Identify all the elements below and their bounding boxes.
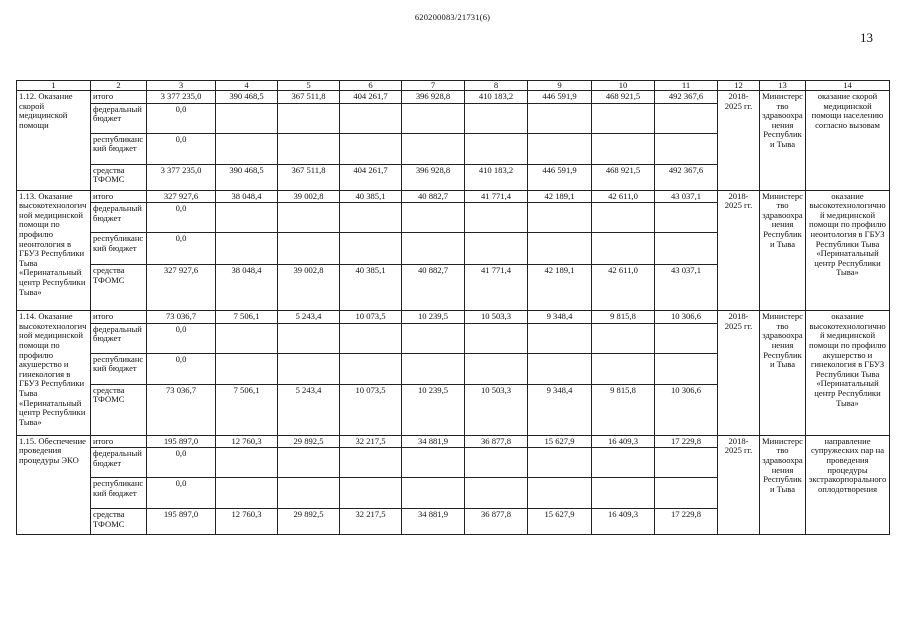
value-cell <box>528 448 592 478</box>
value-cell <box>655 133 718 164</box>
value-cell <box>278 103 340 133</box>
value-cell: 42 189,1 <box>528 190 592 203</box>
value-cell: 40 385,1 <box>340 265 402 311</box>
value-cell: 9 815,8 <box>592 311 655 324</box>
value-cell <box>465 233 528 265</box>
value-cell: 327 927,6 <box>147 265 216 311</box>
value-cell <box>528 233 592 265</box>
funding-source-cell: республиканский бюджет <box>91 133 147 164</box>
header-cell: 8 <box>465 81 528 91</box>
value-cell: 367 511,8 <box>278 164 340 190</box>
value-cell: 40 882,7 <box>402 190 465 203</box>
value-cell <box>278 448 340 478</box>
executor-cell: Министерство здравоохранения Республики Тыва <box>760 91 806 191</box>
measure-name-cell: 1.13. Оказание высокотехнологичной медицинской помощи по профилю неонтология в ГБУЗ Республики Тыва «Перинатальный центр Республики Тыва» <box>17 190 91 311</box>
value-cell: 3 377 235,0 <box>147 164 216 190</box>
value-cell: 10 073,5 <box>340 311 402 324</box>
value-cell <box>340 448 402 478</box>
funding-source-cell: итого <box>91 190 147 203</box>
header-cell: 14 <box>806 81 890 91</box>
funding-source-cell: средства ТФОМС <box>91 384 147 435</box>
value-cell <box>528 103 592 133</box>
value-cell: 39 002,8 <box>278 265 340 311</box>
value-cell: 7 506,1 <box>216 311 278 324</box>
value-cell: 3 377 235,0 <box>147 91 216 104</box>
value-cell: 0,0 <box>147 448 216 478</box>
measure-name-cell: 1.15. Обеспечение проведения процедуры ЭКО <box>17 435 91 535</box>
result-cell: оказание высокотехнологичной медицинской помощи по профилю акушерство и гинекология в ГБУЗ Республики Тыва «Перинатальный центр Республики Тыва» <box>806 311 890 436</box>
value-cell: 36 877,8 <box>465 435 528 448</box>
value-cell <box>592 353 655 384</box>
value-cell <box>465 133 528 164</box>
value-cell <box>465 203 528 233</box>
value-cell: 390 468,5 <box>216 91 278 104</box>
value-cell <box>592 323 655 353</box>
header-cell: 12 <box>718 81 760 91</box>
funding-source-cell: итого <box>91 311 147 324</box>
value-cell: 41 771,4 <box>465 190 528 203</box>
funding-source-cell: федеральный бюджет <box>91 323 147 353</box>
value-cell: 0,0 <box>147 103 216 133</box>
value-cell: 40 882,7 <box>402 265 465 311</box>
value-cell: 17 229,8 <box>655 509 718 535</box>
funding-source-cell: средства ТФОМС <box>91 509 147 535</box>
value-cell <box>655 203 718 233</box>
period-cell: 2018-2025 гг. <box>718 190 760 311</box>
value-cell: 10 306,6 <box>655 384 718 435</box>
value-cell: 16 409,3 <box>592 509 655 535</box>
value-cell: 446 591,9 <box>528 91 592 104</box>
value-cell: 7 506,1 <box>216 384 278 435</box>
value-cell <box>402 133 465 164</box>
value-cell: 390 468,5 <box>216 164 278 190</box>
header-cell: 10 <box>592 81 655 91</box>
value-cell <box>655 103 718 133</box>
table-row <box>17 91 890 104</box>
value-cell: 40 385,1 <box>340 190 402 203</box>
value-cell: 39 002,8 <box>278 190 340 203</box>
measure-name-cell: 1.12. Оказание скорой медицинской помощи <box>17 91 91 191</box>
header-cell: 2 <box>91 81 147 91</box>
value-cell: 0,0 <box>147 133 216 164</box>
value-cell: 9 348,4 <box>528 311 592 324</box>
value-cell: 10 503,3 <box>465 311 528 324</box>
result-cell: оказание высокотехнологичной медицинской помощи по профилю неонтология в ГБУЗ Республики Тыва «Перинатальный центр Республики Тыва» <box>806 190 890 311</box>
table-row <box>17 311 890 324</box>
value-cell <box>278 233 340 265</box>
value-cell <box>216 448 278 478</box>
value-cell: 12 760,3 <box>216 435 278 448</box>
value-cell <box>465 353 528 384</box>
value-cell: 468 921,5 <box>592 91 655 104</box>
value-cell: 42 611,0 <box>592 190 655 203</box>
value-cell <box>216 478 278 509</box>
value-cell: 12 760,3 <box>216 509 278 535</box>
value-cell <box>216 323 278 353</box>
executor-cell: Министерство здравоохранения Республики Тыва <box>760 190 806 311</box>
value-cell: 29 892,5 <box>278 435 340 448</box>
value-cell <box>340 103 402 133</box>
value-cell <box>528 353 592 384</box>
value-cell <box>402 233 465 265</box>
value-cell <box>402 103 465 133</box>
value-cell: 10 503,3 <box>465 384 528 435</box>
value-cell: 9 348,4 <box>528 384 592 435</box>
header-cell: 9 <box>528 81 592 91</box>
funding-source-cell: итого <box>91 91 147 104</box>
value-cell <box>402 323 465 353</box>
value-cell: 195 897,0 <box>147 435 216 448</box>
value-cell <box>216 233 278 265</box>
value-cell: 468 921,5 <box>592 164 655 190</box>
value-cell <box>216 103 278 133</box>
executor-cell: Министерство здравоохранения Республики Тыва <box>760 435 806 535</box>
value-cell: 43 037,1 <box>655 190 718 203</box>
value-cell <box>655 478 718 509</box>
value-cell: 10 239,5 <box>402 384 465 435</box>
value-cell <box>278 133 340 164</box>
value-cell <box>528 203 592 233</box>
period-cell: 2018-2025 гг. <box>718 311 760 436</box>
document-id: 620200083/21731(6) <box>414 12 491 22</box>
value-cell <box>402 448 465 478</box>
value-cell <box>528 478 592 509</box>
value-cell <box>655 353 718 384</box>
header-cell: 4 <box>216 81 278 91</box>
value-cell <box>465 323 528 353</box>
value-cell <box>278 478 340 509</box>
value-cell <box>340 353 402 384</box>
result-cell: направление супружеских пар на проведения процедуры экстракорпорального оплодотворения <box>806 435 890 535</box>
value-cell: 367 511,8 <box>278 91 340 104</box>
value-cell <box>592 133 655 164</box>
value-cell <box>655 323 718 353</box>
funding-source-cell: республиканский бюджет <box>91 233 147 265</box>
value-cell <box>402 203 465 233</box>
value-cell: 41 771,4 <box>465 265 528 311</box>
funding-source-cell: средства ТФОМС <box>91 164 147 190</box>
value-cell: 10 306,6 <box>655 311 718 324</box>
value-cell: 0,0 <box>147 203 216 233</box>
value-cell: 396 928,8 <box>402 164 465 190</box>
value-cell: 10 239,5 <box>402 311 465 324</box>
value-cell: 492 367,6 <box>655 164 718 190</box>
value-cell: 404 261,7 <box>340 91 402 104</box>
value-cell: 42 611,0 <box>592 265 655 311</box>
value-cell <box>402 353 465 384</box>
value-cell <box>278 353 340 384</box>
value-cell: 410 183,2 <box>465 164 528 190</box>
value-cell: 9 815,8 <box>592 384 655 435</box>
period-cell: 2018-2025 гг. <box>718 435 760 535</box>
funding-source-cell: итого <box>91 435 147 448</box>
value-cell <box>592 448 655 478</box>
table-row <box>17 435 890 448</box>
value-cell: 17 229,8 <box>655 435 718 448</box>
value-cell <box>340 323 402 353</box>
value-cell <box>216 203 278 233</box>
value-cell: 396 928,8 <box>402 91 465 104</box>
page-number: 13 <box>860 30 873 45</box>
header-cell: 5 <box>278 81 340 91</box>
value-cell <box>592 203 655 233</box>
header-cell: 3 <box>147 81 216 91</box>
value-cell: 5 243,4 <box>278 384 340 435</box>
value-cell <box>465 448 528 478</box>
header-cell: 13 <box>760 81 806 91</box>
value-cell: 34 881,9 <box>402 509 465 535</box>
value-cell: 492 367,6 <box>655 91 718 104</box>
value-cell: 15 627,9 <box>528 509 592 535</box>
value-cell: 43 037,1 <box>655 265 718 311</box>
value-cell: 36 877,8 <box>465 509 528 535</box>
funding-source-cell: средства ТФОМС <box>91 265 147 311</box>
header-row <box>17 81 890 91</box>
value-cell: 32 217,5 <box>340 435 402 448</box>
value-cell <box>655 233 718 265</box>
header-cell: 6 <box>340 81 402 91</box>
value-cell: 34 881,9 <box>402 435 465 448</box>
result-cell: оказание скорой медицинской помощи населению согласно вызовам <box>806 91 890 191</box>
funding-source-cell: федеральный бюджет <box>91 103 147 133</box>
value-cell: 73 036,7 <box>147 384 216 435</box>
value-cell <box>528 133 592 164</box>
header-cell: 7 <box>402 81 465 91</box>
value-cell <box>216 133 278 164</box>
table-row <box>17 190 890 203</box>
value-cell: 0,0 <box>147 233 216 265</box>
value-cell <box>278 203 340 233</box>
value-cell <box>402 478 465 509</box>
header-cell: 1 <box>17 81 91 91</box>
funding-source-cell: федеральный бюджет <box>91 448 147 478</box>
value-cell: 446 591,9 <box>528 164 592 190</box>
value-cell: 327 927,6 <box>147 190 216 203</box>
period-cell: 2018-2025 гг. <box>718 91 760 191</box>
funding-source-cell: федеральный бюджет <box>91 203 147 233</box>
value-cell: 404 261,7 <box>340 164 402 190</box>
value-cell: 0,0 <box>147 323 216 353</box>
value-cell <box>655 448 718 478</box>
program-table <box>16 80 890 535</box>
value-cell: 10 073,5 <box>340 384 402 435</box>
value-cell <box>465 103 528 133</box>
value-cell: 73 036,7 <box>147 311 216 324</box>
value-cell <box>592 478 655 509</box>
value-cell: 195 897,0 <box>147 509 216 535</box>
value-cell: 410 183,2 <box>465 91 528 104</box>
value-cell <box>278 323 340 353</box>
value-cell: 38 048,4 <box>216 190 278 203</box>
value-cell: 5 243,4 <box>278 311 340 324</box>
value-cell: 38 048,4 <box>216 265 278 311</box>
value-cell: 42 189,1 <box>528 265 592 311</box>
value-cell: 0,0 <box>147 353 216 384</box>
measure-name-cell: 1.14. Оказание высокотехнологичной медицинской помощи по профилю акушерство и гинекология в ГБУЗ Республики Тыва «Перинатальный центр Республики Тыва» <box>17 311 91 436</box>
value-cell <box>340 203 402 233</box>
value-cell <box>592 103 655 133</box>
funding-source-cell: республиканский бюджет <box>91 478 147 509</box>
value-cell <box>528 323 592 353</box>
header-cell: 11 <box>655 81 718 91</box>
value-cell: 16 409,3 <box>592 435 655 448</box>
value-cell: 29 892,5 <box>278 509 340 535</box>
value-cell: 15 627,9 <box>528 435 592 448</box>
executor-cell: Министерство здравоохранения Республики Тыва <box>760 311 806 436</box>
value-cell <box>592 233 655 265</box>
value-cell <box>340 233 402 265</box>
value-cell <box>465 478 528 509</box>
value-cell: 0,0 <box>147 478 216 509</box>
value-cell <box>340 133 402 164</box>
value-cell: 32 217,5 <box>340 509 402 535</box>
value-cell <box>216 353 278 384</box>
value-cell <box>340 478 402 509</box>
funding-source-cell: республиканский бюджет <box>91 353 147 384</box>
